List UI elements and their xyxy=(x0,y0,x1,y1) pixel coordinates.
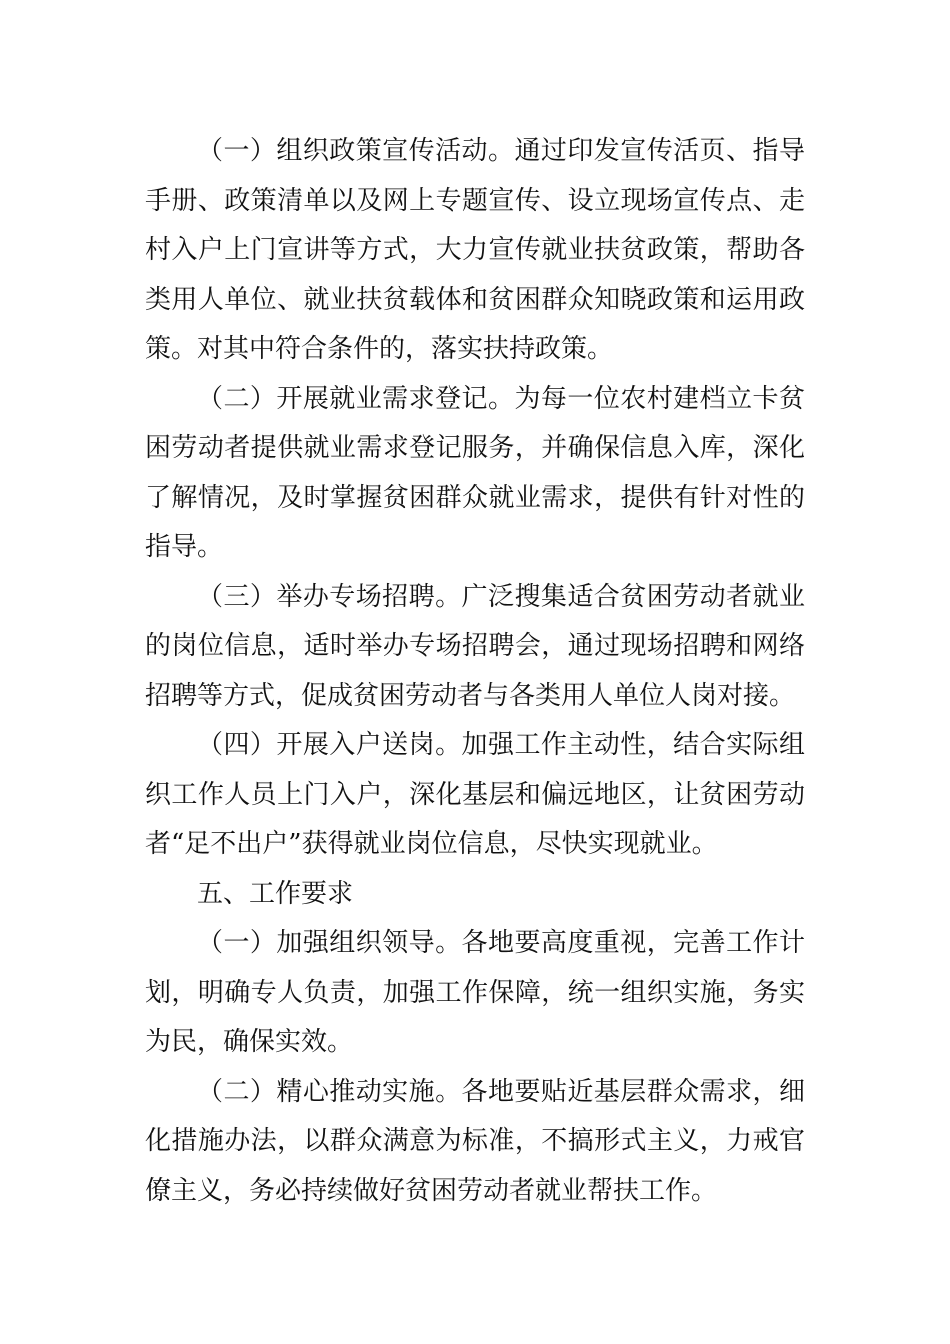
paragraph-door-to-door-jobs: （四）开展入户送岗。加强工作主动性，结合实际组织工作人员上门入户，深化基层和偏远地区，让贫困劳动者“足不出户”获得就业岗位信息，尽快实现就业。 xyxy=(145,730,805,859)
document-body xyxy=(145,127,805,1216)
paragraph-special-recruitment: （三）举办专场招聘。广泛搜集适合贫困劳动者就业的岗位信息，适时举办专场招聘会，通过现场招聘和网络招聘等方式，促成贫困劳动者与各类用人单位人岗对接。 xyxy=(145,581,805,711)
paragraph-demand-registration: （二）开展就业需求登记。为每一位农村建档立卡贫困劳动者提供就业需求登记服务，并确保信息入库，深化了解情况，及时掌握贫困群众就业需求，提供有针对性的指导。 xyxy=(145,383,805,562)
paragraph-policy-publicity: （一）组织政策宣传活动。通过印发宣传活页、指导手册、政策清单以及网上专题宣传、设立现场宣传点、走村入户上门宣讲等方式，大力宣传就业扶贫政策，帮助各类用人单位、就业扶贫载体和贫困群众知晓政策和运用政策。对其中符合条件的，落实扶持政策。 xyxy=(145,136,805,364)
paragraph-implementation: （二）精心推动实施。各地要贴近基层群众需求，细化措施办法，以群众满意为标准，不搞形式主义，力戒官僚主义，务必持续做好贫困劳动者就业帮扶工作。 xyxy=(145,1076,805,1206)
section-heading-work-requirements: 五、工作要求 xyxy=(197,878,354,909)
paragraph-organizational-leadership: （一）加强组织领导。各地要高度重视，完善工作计划，明确专人负责，加强工作保障，统一组织实施，务实为民，确保实效。 xyxy=(145,928,805,1057)
